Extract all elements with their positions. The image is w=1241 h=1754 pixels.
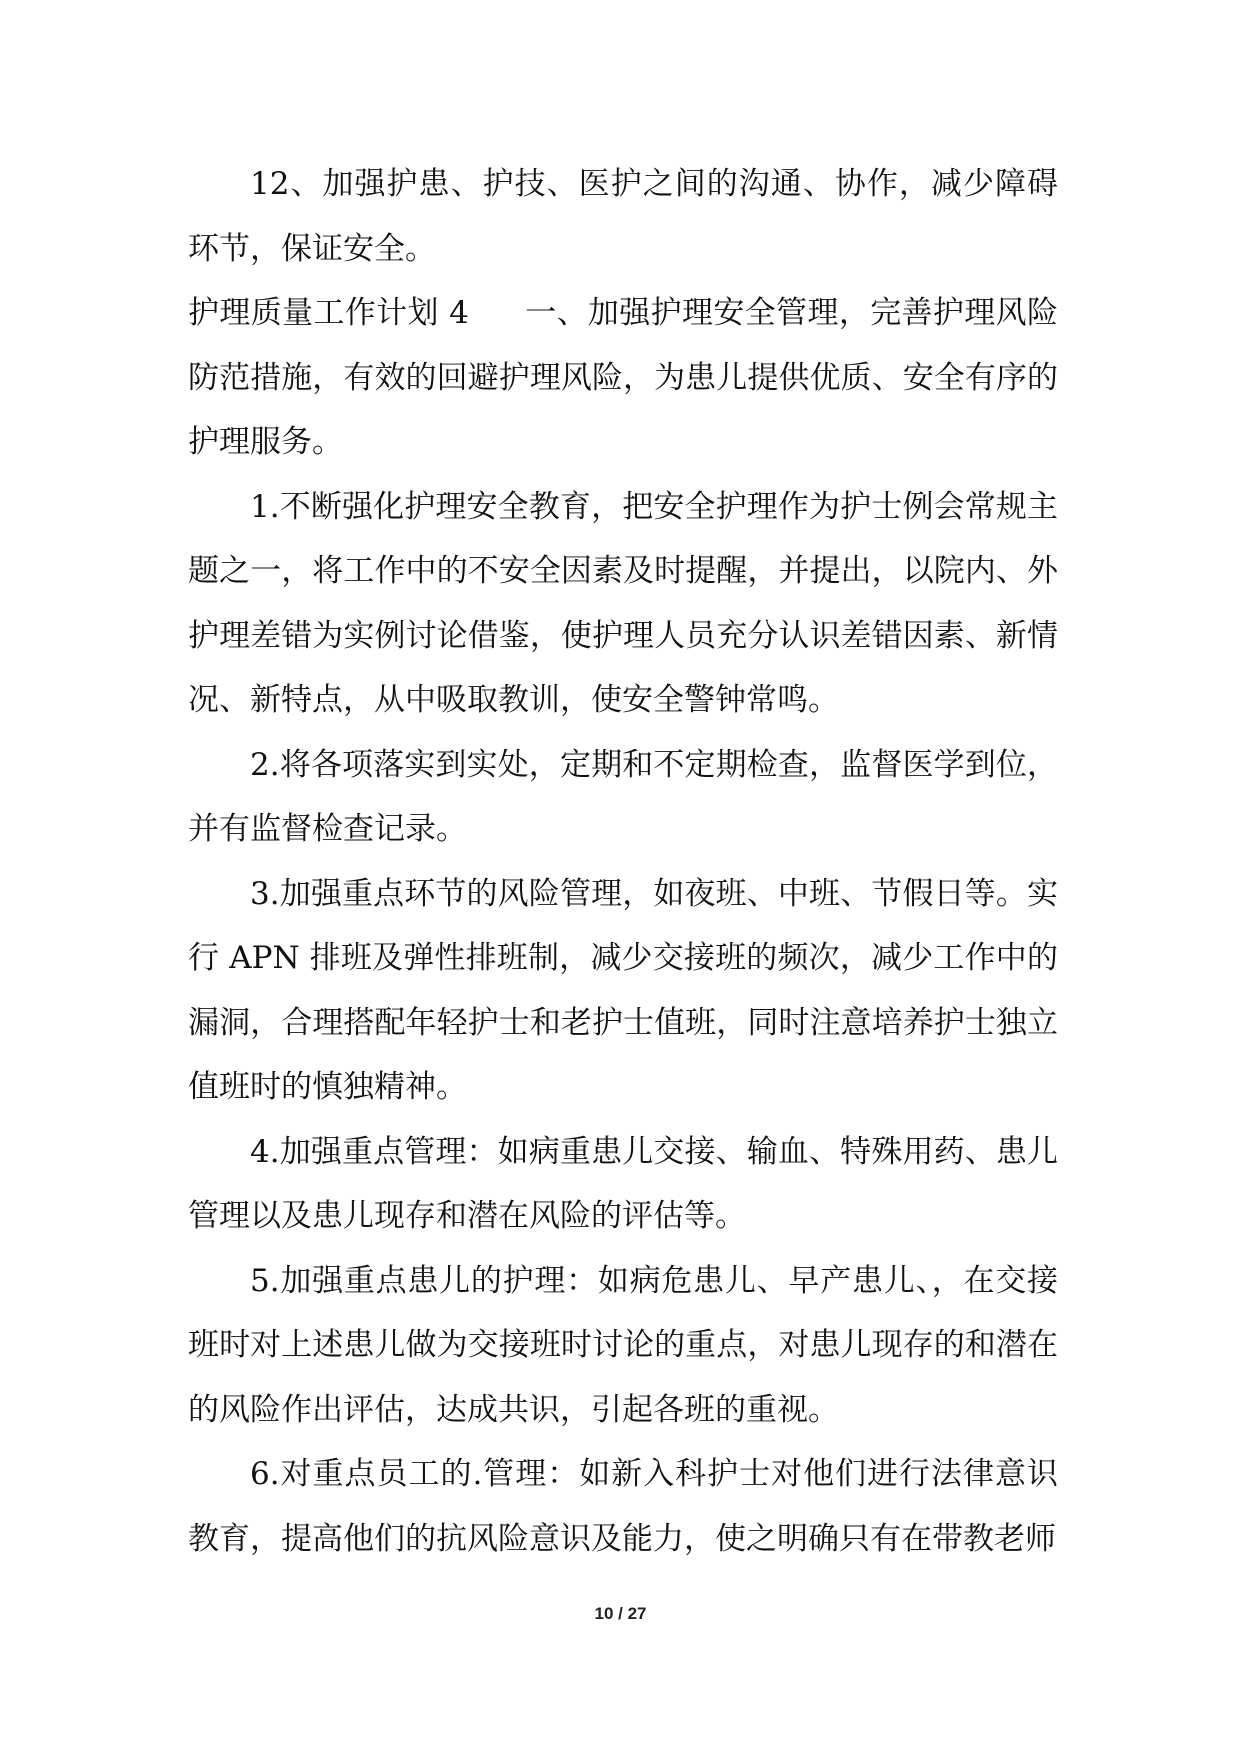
paragraph-item-2: 2.将各项落实到实处，定期和不定期检查，监督医学到位，并有监督检查记录。 [188, 746, 1058, 847]
paragraph-item-6: 6.对重点员工的.管理：如新入科护士对他们进行法律意识教育，提高他们的抗风险意识及能力，使之明确只有在带教老师 [188, 1456, 1058, 1557]
section-paragraph [188, 281, 1058, 475]
section-heading: 护理质量工作计划 4 [188, 295, 469, 331]
paragraph-item-1: 1.不断强化护理安全教育，把安全护理作为护士例会常规主题之一，将工作中的不安全因素及时提醒，并提出，以院内、外护理差错为实例讨论借鉴，使护理人员充分认识差错因素、新情况、新特点，从中吸取教训，使安全警钟常鸣。 [188, 488, 1058, 718]
paragraph-item-12: 12、加强护患、护技、医护之间的沟通、协作，减少障碍环节，保证安全。 [188, 166, 1058, 267]
document-body [188, 152, 1058, 1571]
page-number: 10 / 27 [594, 1604, 647, 1623]
paragraph-item-5: 5.加强重点患儿的护理：如病危患儿、早产患儿、，在交接班时对上述患儿做为交接班时讨论的重点，对患儿现存的和潜在的风险作出评估，达成共识，引起各班的重视。 [188, 1262, 1058, 1428]
paragraph-item-4: 4.加强重点管理：如病重患儿交接、输血、特殊用药、患儿管理以及患儿现存和潜在风险的评估等。 [188, 1133, 1058, 1234]
section-intro-text: 一、加强护理安全管理，完善护理风险防范措施，有效的回避护理风险，为患儿提供优质、安全有序的护理服务。 [188, 295, 1059, 460]
paragraph-item-3: 3.加强重点环节的风险管理，如夜班、中班、节假日等。实行 APN 排班及弹性排班制，减少交接班的频次，减少工作中的漏洞，合理搭配年轻护士和老护士值班，同时注意培养护士独立值班时的慎独精神。 [188, 875, 1058, 1105]
